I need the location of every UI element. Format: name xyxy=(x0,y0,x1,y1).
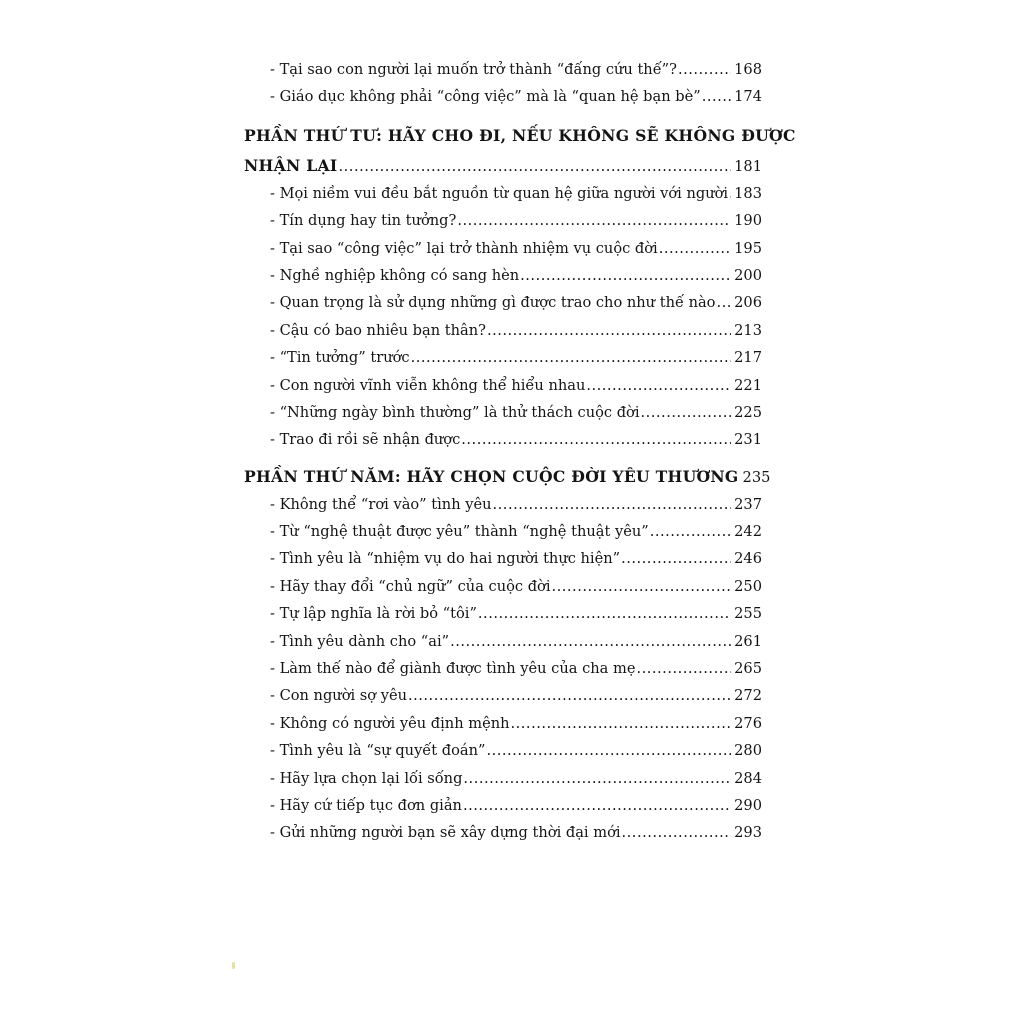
dot-leader xyxy=(641,399,732,426)
dot-leader xyxy=(411,344,732,371)
toc-entry-title: - Giáo dục không phải “công việc” mà là “quan hệ bạn bè” xyxy=(270,88,701,106)
part4-heading: PHẦN THỨ TƯ: HÃY CHO ĐI, NẾU KHÔNG SẼ KHÔNG ĐƯỢC xyxy=(244,125,796,145)
dot-leader xyxy=(511,710,732,737)
toc-entry-title: - Quan trọng là sử dụng những gì được trao cho như thế nào xyxy=(270,294,716,312)
toc-entry-page: 174 xyxy=(734,88,762,106)
toc-entry-title: - Không thể “rơi vào” tình yêu xyxy=(270,495,492,513)
dot-leader xyxy=(463,765,731,792)
toc-entry xyxy=(244,518,762,545)
toc-entry-page: 246 xyxy=(734,550,762,568)
toc-entry-title: - Tình yêu là “sự quyết đoán” xyxy=(270,742,486,760)
toc-entry-page: 280 xyxy=(734,742,762,760)
dot-leader xyxy=(450,628,731,655)
toc-entry-title: - Hãy lựa chọn lại lối sống xyxy=(270,769,463,787)
toc-entry xyxy=(244,399,762,426)
toc-entry-page: 261 xyxy=(734,632,762,650)
toc-entry xyxy=(244,573,762,600)
dot-leader xyxy=(463,792,731,819)
toc-entry xyxy=(244,289,762,316)
toc-entry xyxy=(244,737,762,764)
toc-entry-page: 195 xyxy=(734,239,762,257)
toc-entry-page: 237 xyxy=(734,495,762,513)
dot-leader xyxy=(478,600,731,627)
toc-entry-page: 206 xyxy=(734,294,762,312)
toc-entry-page: 265 xyxy=(734,660,762,678)
toc-entry-title: - Làm thế nào để giành được tình yêu của cha mẹ xyxy=(270,660,636,678)
toc-entry xyxy=(244,792,762,819)
toc-entry-page: 200 xyxy=(734,266,762,284)
toc-entry xyxy=(244,56,762,83)
toc-entry-page: 272 xyxy=(734,687,762,705)
toc-entry-title: - Từ “nghệ thuật được yêu” thành “nghệ thuật yêu” xyxy=(270,523,649,541)
paper-speck xyxy=(232,962,235,969)
toc-entry xyxy=(244,344,762,371)
table-of-contents xyxy=(244,56,796,847)
toc-entry-page: 213 xyxy=(734,321,762,339)
part5-heading-row xyxy=(244,462,771,491)
dot-leader xyxy=(702,83,731,110)
toc-entry-page: 231 xyxy=(734,431,762,449)
toc-entry xyxy=(244,655,762,682)
dot-leader xyxy=(659,235,731,262)
toc-entry xyxy=(244,819,762,846)
toc-entry-title: - Tình yêu là “nhiệm vụ do hai người thực hiện” xyxy=(270,550,621,568)
dot-leader xyxy=(486,737,731,764)
dot-leader xyxy=(552,573,732,600)
part4-heading-tail: NHẬN LẠI xyxy=(244,155,338,175)
toc-entry-title: - Mọi niềm vui đều bắt nguồn từ quan hệ giữa người với người xyxy=(270,184,729,202)
toc-entry-page: 168 xyxy=(734,61,762,78)
toc-entry-page: 221 xyxy=(734,376,762,394)
toc-entry-title: - Tình yêu dành cho “ai” xyxy=(270,632,450,650)
toc-entry xyxy=(244,682,762,709)
toc-entry xyxy=(244,180,762,207)
toc-entry-title: - Nghề nghiệp không có sang hèn xyxy=(270,266,520,284)
toc-entry-title: - Hãy thay đổi “chủ ngữ” của cuộc đời xyxy=(270,577,551,595)
toc-entry-page: 190 xyxy=(734,212,762,230)
toc-entry xyxy=(244,491,762,518)
toc-entry-title: - Hãy cứ tiếp tục đơn giản xyxy=(270,796,462,814)
toc-entry xyxy=(244,235,762,262)
toc-entry-page: 255 xyxy=(734,605,762,623)
toc-entry-page: 225 xyxy=(734,403,762,421)
toc-entry xyxy=(244,372,762,399)
toc-entry-page: 250 xyxy=(734,577,762,595)
toc-entry-title: - “Những ngày bình thường” là thử thách cuộc đời xyxy=(270,403,640,421)
dot-leader xyxy=(729,180,731,207)
toc-entry-title: - Tại sao con người lại muốn trở thành “đấng cứu thế”? xyxy=(270,61,677,78)
toc-entry xyxy=(244,426,762,453)
toc-entry-page: 183 xyxy=(734,184,762,202)
toc-entry-page: 293 xyxy=(734,824,762,842)
part5-heading: PHẦN THỨ NĂM: HÃY CHỌN CUỘC ĐỜI YÊU THƯƠNG xyxy=(244,466,739,486)
dot-leader xyxy=(678,56,731,83)
toc-entry-page: 290 xyxy=(734,796,762,814)
toc-entry-title: - Con người sợ yêu xyxy=(270,687,407,705)
toc-entry-title: - Không có người yêu định mệnh xyxy=(270,714,510,732)
dot-leader xyxy=(586,372,731,399)
dot-leader xyxy=(621,545,731,572)
toc-entry-page: 284 xyxy=(734,769,762,787)
toc-entry-title: - Con người vĩnh viễn không thể hiểu nhau xyxy=(270,376,586,394)
toc-entry xyxy=(244,628,762,655)
toc-entry xyxy=(244,545,762,572)
toc-entry xyxy=(244,765,762,792)
toc-entry xyxy=(244,710,762,737)
toc-entry-title: - Trao đi rồi sẽ nhận được xyxy=(270,431,461,449)
toc-entry-page: 217 xyxy=(734,349,762,367)
toc-entry-title: - “Tin tưởng” trước xyxy=(270,349,410,367)
part5-page: 235 xyxy=(742,468,771,486)
part4-page: 181 xyxy=(734,157,762,175)
toc-entry xyxy=(244,83,762,110)
dot-leader xyxy=(487,317,731,344)
toc-entry-title: - Tự lập nghĩa là rời bỏ “tôi” xyxy=(270,605,477,623)
toc-entry xyxy=(244,600,762,627)
dot-leader xyxy=(461,426,731,453)
dot-leader xyxy=(493,491,732,518)
toc-entry-title: - Tín dụng hay tin tưởng? xyxy=(270,212,457,230)
dot-leader xyxy=(650,518,731,545)
dot-leader xyxy=(622,819,732,846)
toc-entry xyxy=(244,207,762,234)
toc-entry-title: - Cậu có bao nhiêu bạn thân? xyxy=(270,321,486,339)
toc-entry xyxy=(244,262,762,289)
dot-leader xyxy=(520,262,731,289)
dot-leader xyxy=(408,682,731,709)
dot-leader xyxy=(457,207,731,234)
dot-leader xyxy=(716,289,731,316)
dot-leader xyxy=(636,655,731,682)
dot-leader xyxy=(339,152,732,181)
toc-entry-page: 242 xyxy=(734,523,762,541)
part4-heading-line2 xyxy=(244,151,762,180)
toc-entry-title: - Tại sao “công việc” lại trở thành nhiệm vụ cuộc đời xyxy=(270,239,658,257)
toc-entry xyxy=(244,317,762,344)
toc-entry-title: - Gửi những người bạn sẽ xây dựng thời đại mới xyxy=(270,824,621,842)
toc-entry-page: 276 xyxy=(734,714,762,732)
